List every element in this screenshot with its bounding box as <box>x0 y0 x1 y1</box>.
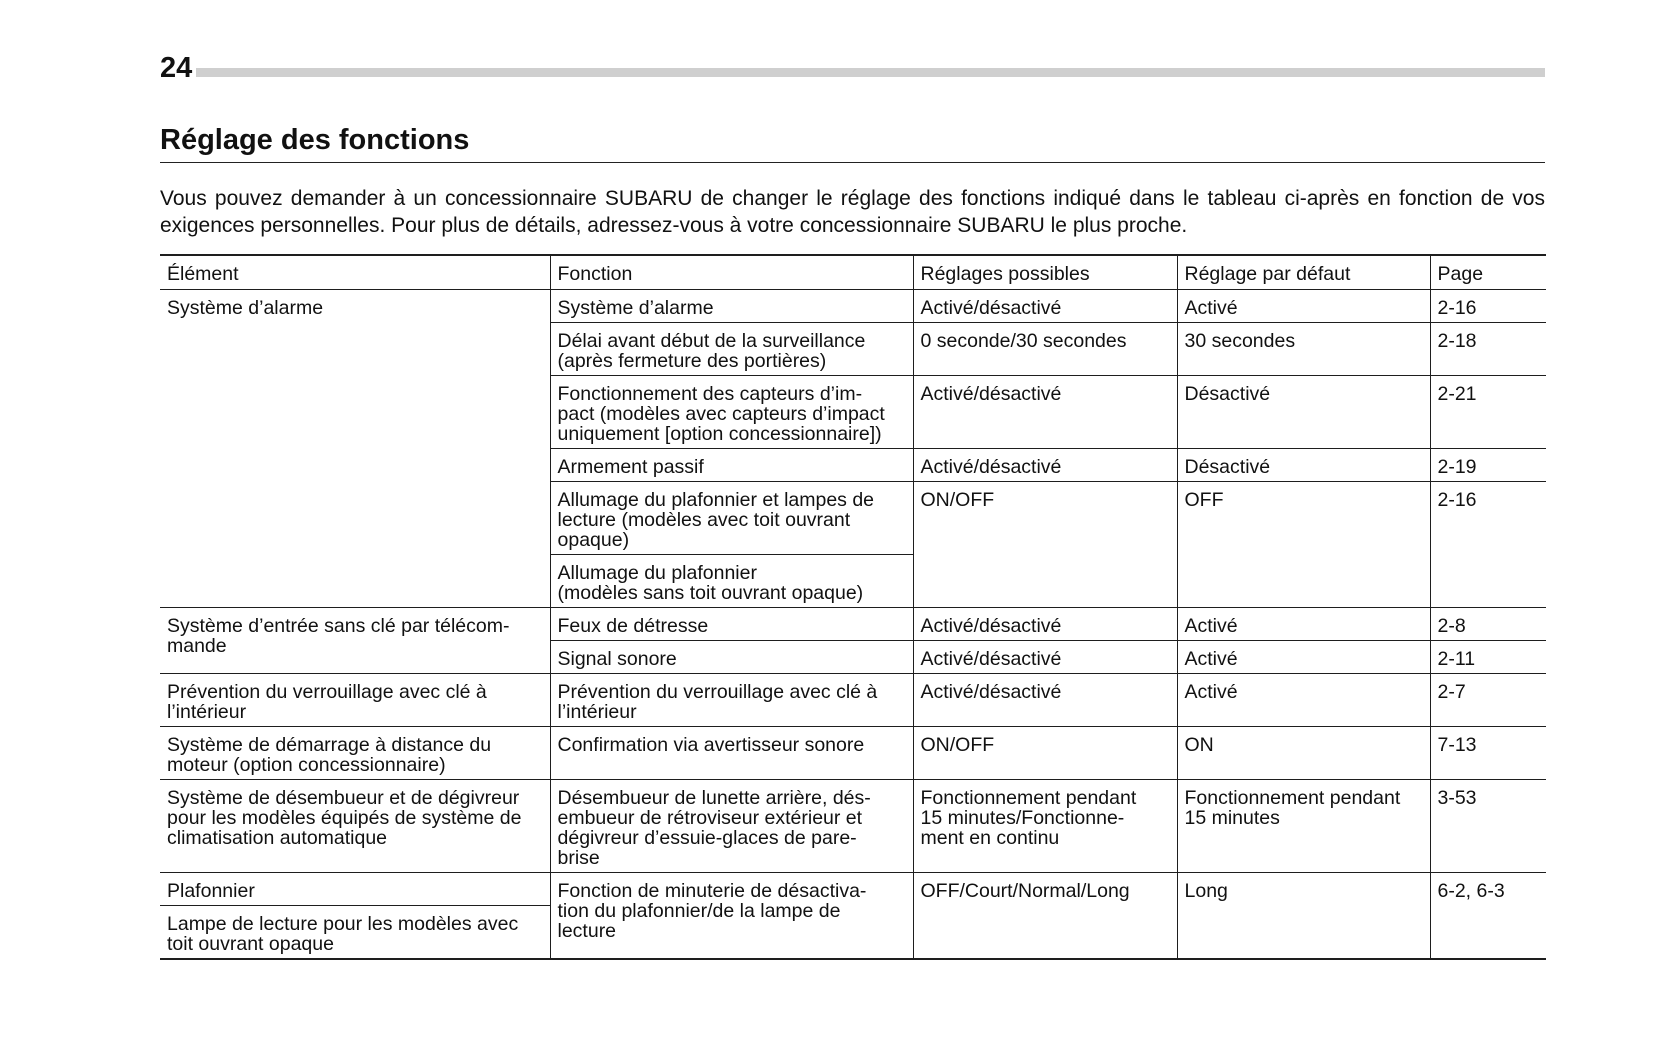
header-bar <box>196 68 1545 77</box>
default-cell: Désactivé <box>1184 383 1271 405</box>
page-cell: 2-11 <box>1437 648 1476 670</box>
column-header-function: Fonction <box>550 255 913 290</box>
function-cell: Système d’alarme <box>557 297 714 319</box>
column-header-item: Élément <box>160 255 550 290</box>
table-row <box>160 780 1546 873</box>
settings-cell: Activé/désactivé <box>920 383 1062 405</box>
table-header-row <box>160 255 1546 290</box>
table-row <box>160 727 1546 780</box>
page-cell: 2-16 <box>1437 489 1477 511</box>
page-cell: 3-53 <box>1437 787 1477 809</box>
section-title: Réglage des fonctions <box>160 124 470 156</box>
page-cell: 2-8 <box>1437 615 1466 637</box>
settings-cell: Fonctionnement pendant 15 minutes/Fonctionne- ment en continu <box>920 787 1137 849</box>
settings-cell: ON/OFF <box>920 489 995 511</box>
table-row <box>160 674 1546 727</box>
item-cell: Système d’entrée sans clé par télécom- mande <box>167 615 510 657</box>
default-cell: Long <box>1184 880 1228 902</box>
function-cell: Allumage du plafonnier et lampes de lecture (modèles avec toit ouvrant opaque) <box>557 489 875 551</box>
settings-cell: OFF/Court/Normal/Long <box>920 880 1130 902</box>
table-row <box>160 290 1546 323</box>
table-row <box>160 873 1546 906</box>
function-cell: Désembueur de lunette arrière, dés- embueur de rétroviseur extérieur et dégivreur d’essuie-glaces de pare- brise <box>557 787 871 869</box>
settings-cell: Activé/désactivé <box>920 648 1062 670</box>
item-cell: Lampe de lecture pour les modèles avec toit ouvrant opaque <box>167 913 519 955</box>
page-cell: 7-13 <box>1437 734 1477 756</box>
table-row <box>160 608 1546 641</box>
page-header <box>160 52 1545 84</box>
page-cell: 2-18 <box>1437 330 1477 352</box>
page-cell: 2-21 <box>1437 383 1477 405</box>
default-cell: OFF <box>1184 489 1224 511</box>
settings-cell: 0 seconde/30 secondes <box>920 330 1127 352</box>
function-cell: Feux de détresse <box>557 615 709 637</box>
item-cell: Plafonnier <box>167 880 255 902</box>
item-cell: Système de démarrage à distance du moteur (option concessionnaire) <box>167 734 492 776</box>
function-cell: Fonctionnement des capteurs d’im- pact (modèles avec capteurs d’impact uniquement [option concessionnaire]) <box>557 383 885 445</box>
settings-cell: Activé/désactivé <box>920 456 1062 478</box>
column-header-settings: Réglages possibles <box>913 255 1177 290</box>
page-number: 24 <box>160 52 193 84</box>
function-cell: Délai avant début de la surveillance (après fermeture des portières) <box>557 330 866 372</box>
function-cell: Signal sonore <box>557 648 677 670</box>
settings-cell: Activé/désactivé <box>920 615 1062 637</box>
page-cell: 2-16 <box>1437 297 1477 319</box>
default-cell: Activé <box>1184 297 1238 319</box>
page-cell: 6-2, 6-3 <box>1437 880 1505 902</box>
title-rule <box>160 162 1545 163</box>
function-cell: Fonction de minuterie de désactiva- tion du plafonnier/de la lampe de lecture <box>557 880 867 942</box>
default-cell: Activé <box>1184 615 1238 637</box>
page-cell: 2-7 <box>1437 681 1466 703</box>
item-cell: Système de désembueur et de dégivreur pour les modèles équipés de système de climatisation automatique <box>167 787 522 849</box>
function-cell: Prévention du verrouillage avec clé à l’intérieur <box>557 681 878 723</box>
function-settings-table <box>160 254 1546 960</box>
item-cell: Prévention du verrouillage avec clé à l’intérieur <box>167 681 487 723</box>
settings-cell: Activé/désactivé <box>920 297 1062 319</box>
default-cell: Activé <box>1184 681 1238 703</box>
default-cell: Désactivé <box>1184 456 1271 478</box>
settings-cell: Activé/désactivé <box>920 681 1062 703</box>
column-header-default: Réglage par défaut <box>1177 255 1430 290</box>
page-cell: 2-19 <box>1437 456 1477 478</box>
item-cell: Système d’alarme <box>167 297 324 319</box>
default-cell: Fonctionnement pendant 15 minutes <box>1184 787 1401 829</box>
function-cell: Confirmation via avertisseur sonore <box>557 734 865 756</box>
default-cell: 30 secondes <box>1184 330 1296 352</box>
intro-paragraph: Vous pouvez demander à un concessionnaire SUBARU de changer le réglage des fonctions indiqué dans le tableau ci-après en fonction de vos exigences personnelles. Pour plus de détails, adressez-vous à votre concessionnaire SUBARU le plus proche. <box>160 187 1545 237</box>
column-header-page: Page <box>1430 255 1546 290</box>
settings-cell: ON/OFF <box>920 734 995 756</box>
default-cell: ON <box>1184 734 1214 756</box>
default-cell: Activé <box>1184 648 1238 670</box>
function-cell: Allumage du plafonnier (modèles sans toit ouvrant opaque) <box>557 562 864 604</box>
function-cell: Armement passif <box>557 456 704 478</box>
